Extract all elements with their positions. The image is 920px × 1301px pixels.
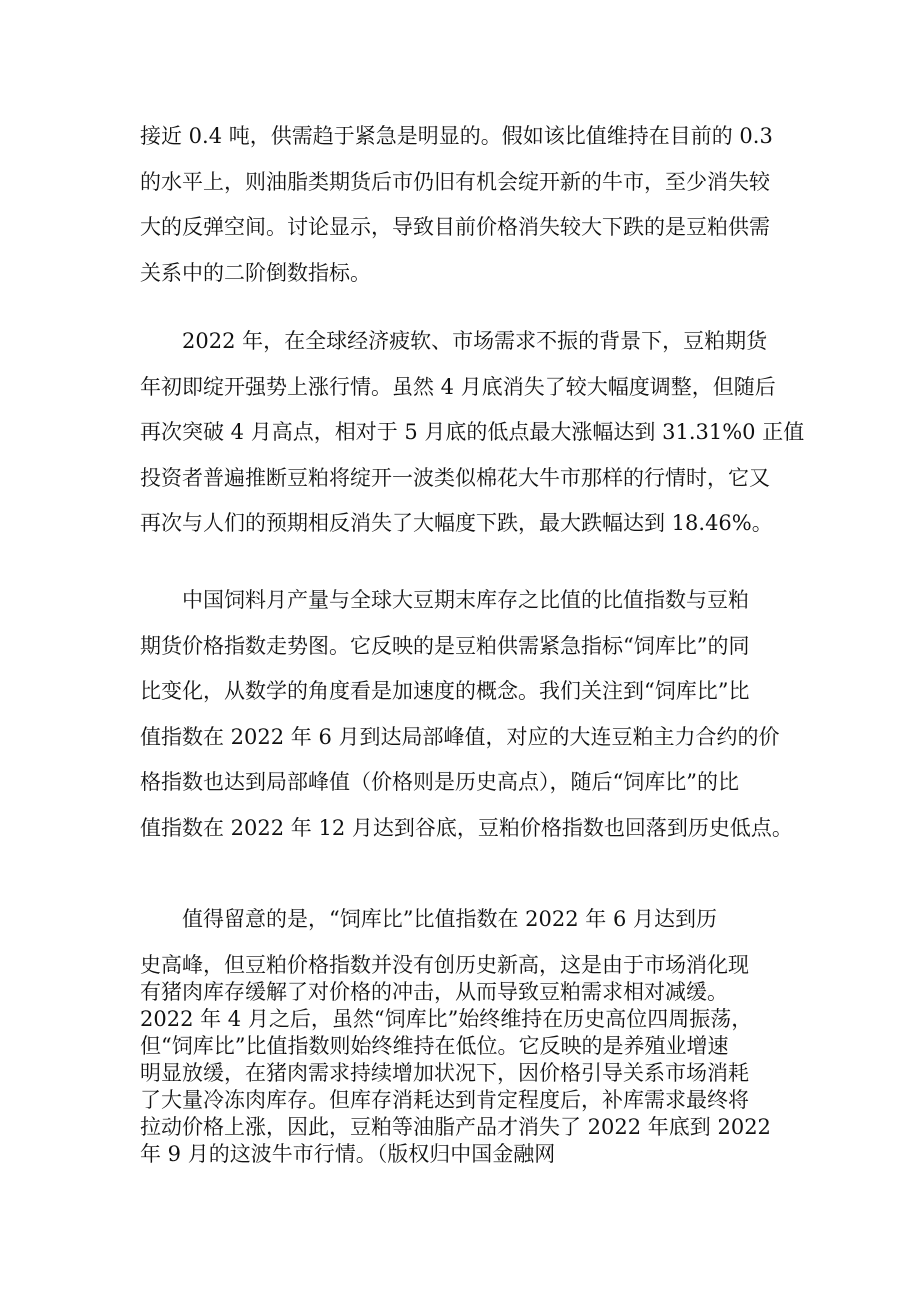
text-line: 但“饲库比”比值指数则始终维持在低位。它反映的是养殖业增速	[140, 1034, 729, 1058]
text-line: 投资者普遍推断豆粕将绽开一波类似棉花大牛市那样的行情时，它又	[140, 465, 770, 490]
text-line: 值指数在 2022 年 12 月达到谷底，豆粕价格指数也回落到历史低点。	[140, 815, 793, 840]
text-line: 大的反弹空间。讨论显示，导致目前价格消失较大下跌的是豆粕供需	[140, 215, 770, 239]
text-line: 关系中的二阶倒数指标。	[140, 260, 371, 285]
text-line: 有猪肉库存缓解了对价格的冲击，从而导致豆粕需求相对减缓。	[140, 980, 728, 1004]
text-line: 拉动价格上涨，因此，豆粕等油脂产品才消失了 2022 年底到 2022	[140, 1115, 771, 1139]
paragraph-5	[140, 952, 800, 1168]
text-line: 再次与人们的预期相反消失了大幅度下跌，最大跌幅达到 18.46%。	[140, 511, 773, 535]
text-line: 比变化，从数学的角度看是加速度的概念。我们关注到“饲库比”比	[140, 679, 750, 703]
paragraph-1	[140, 114, 800, 296]
paragraph-3	[140, 578, 800, 851]
text-line: 期货价格指数走势图。它反映的是豆粕供需紧急指标“饲库比”的同	[140, 633, 750, 658]
paragraph-4	[140, 897, 800, 943]
text-line: 值指数在 2022 年 6 月到达局部峰值，对应的大连豆粕主力合约的价	[140, 724, 780, 749]
paragraph-2	[140, 319, 805, 547]
text-line: 年初即绽开强势上涨行情。虽然 4 月底消失了较大幅度调整，但随后	[140, 374, 776, 399]
text-line: 值得留意的是，“饲库比”比值指数在 2022 年 6 月达到历	[182, 907, 717, 931]
text-line: 2022 年，在全球经济疲软、市场需求不振的背景下，豆粕期货	[182, 329, 768, 353]
text-line: 明显放缓，在猪肉需求持续增加状况下，因价格引导关系市场消耗	[140, 1061, 749, 1085]
text-line: 中国饲料月产量与全球大豆期末库存之比值的比值指数与豆粕	[182, 588, 749, 612]
text-line: 的水平上，则油脂类期货后市仍旧有机会绽开新的牛市，至少消失较	[140, 169, 770, 194]
text-line: 接近 0.4 吨，供需趋于紧急是明显的。假如该比值维持在目前的 0.3	[140, 124, 773, 148]
text-line: 了大量冷冻肉库存。但库存消耗达到肯定程度后，补库需求最终将	[140, 1088, 749, 1112]
text-line: 史高峰，但豆粕价格指数并没有创历史新高，这是由于市场消化现	[140, 953, 749, 977]
text-line: 格指数也达到局部峰值（价格则是历史高点），随后“饲库比”的比	[140, 770, 739, 794]
text-line: 2022 年 4 月之后，虽然“饲库比”始终维持在历史高位四周振荡，	[140, 1007, 753, 1031]
text-line: 再次突破 4 月高点，相对于 5 月底的低点最大涨幅达到 31.31%0 正值	[140, 420, 805, 444]
text-line: 年 9 月的这波牛市行情。（版权归中国金融网	[140, 1142, 556, 1166]
